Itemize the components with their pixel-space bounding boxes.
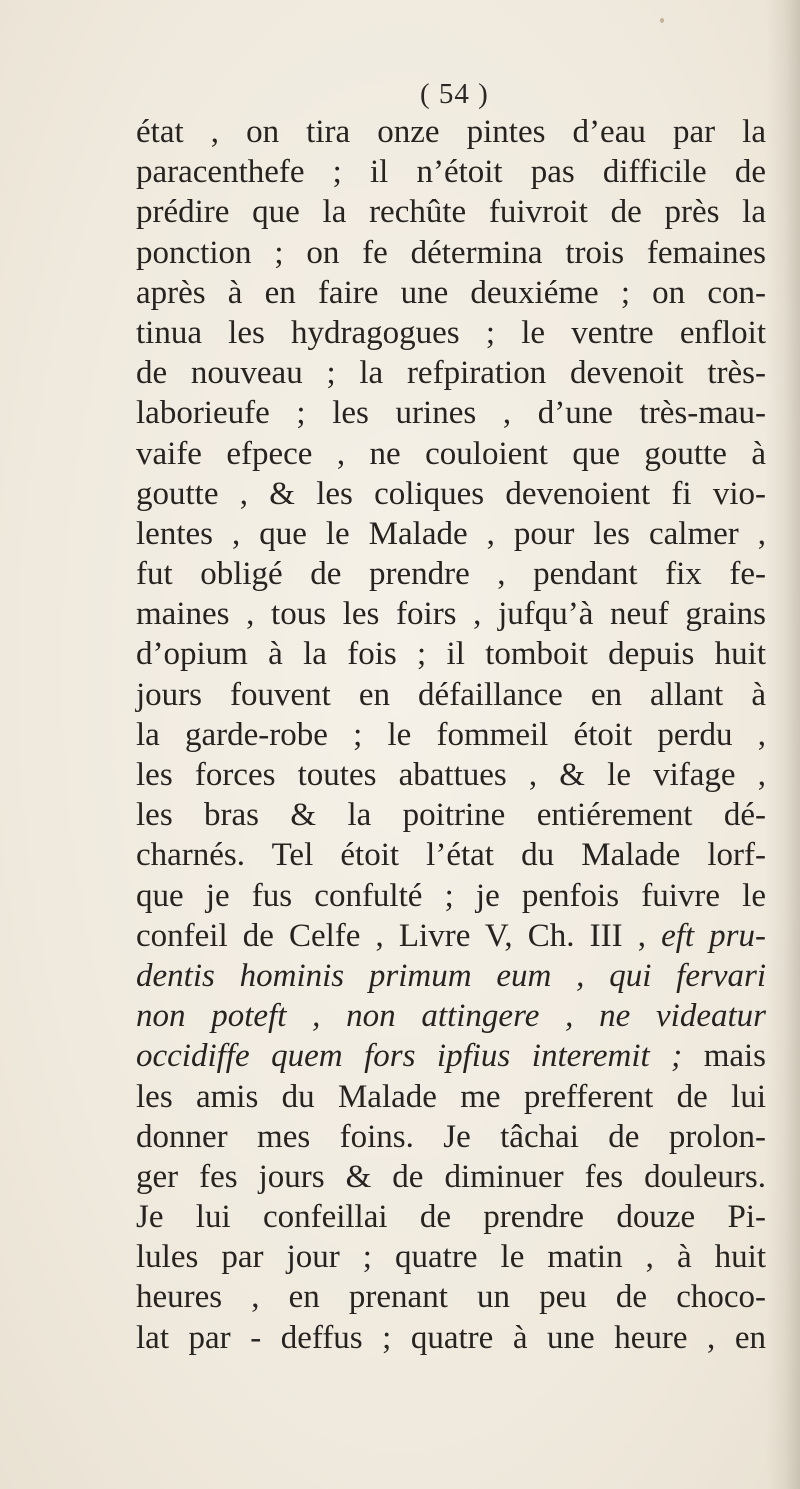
text-line: goutte , & les coliques devenoient fi vio- [136,475,766,512]
text-line: ger fes jours & de diminuer fes douleurs. [136,1158,766,1195]
text-segment: mais [703,1038,767,1075]
text-line: les forces toutes abattues , & le vifage , [136,757,766,793]
text-line: fut obligé de prendre , pendant fix fe- [136,556,766,593]
text-line: donner mes foins. Je tâchai de prolon- [136,1118,766,1155]
italic-segment: occidiffe quem fors ipfius interemit ; [136,1038,683,1075]
text-line: lat par - deffus ; quatre à une heure , en [136,1319,766,1356]
text-line: lentes , que le Malade , pour les calmer , [136,515,766,552]
text-line: tinua les hydragogues ; le ventre enfloit [136,314,766,351]
text-line [136,1036,766,1076]
italic-segment: eft pru- [661,917,766,954]
text-line: prédire que la rechûte fuivroit de près la [136,194,766,231]
text-line: charnés. Tel étoit l’état du Malade lorf- [136,837,766,874]
text-line: que je fus confulté ; je penfois fuivre le [136,877,766,914]
text-line: vaife efpece , ne couloient que goutte à [136,435,766,472]
text-line: laborieufe ; les urines , d’une très-mau- [136,395,766,432]
text-line: Je lui confeillai de prendre douze Pi- [136,1199,766,1236]
text-line: maines , tous les foirs , jufqu’à neuf grains [136,596,766,633]
text-line: de nouveau ; la refpiration devenoit très- [136,355,766,392]
text-line: d’opium à la fois ; il tomboit depuis huit [136,636,766,673]
page-edge-shadow [766,0,800,1489]
text-line: ponction ; on fe détermina trois femaines [136,234,766,271]
text-line: après à en faire une deuxiéme ; on con- [136,274,766,311]
text-line: jours fouvent en défaillance en allant à [136,676,766,713]
text-line: les amis du Malade me prefferent de lui [136,1078,766,1115]
paper-speck [660,18,664,23]
text-line: les bras & la poitrine entiérement dé- [136,797,766,834]
body-text [136,112,766,1358]
text-line: heures , en prenant un peu de choco- [136,1279,766,1316]
page-number: ( 54 ) [420,78,489,110]
text-line: état , on tira onze pintes d’eau par la [136,114,766,150]
text-line-italic: non poteft , non attingere , ne videatur [136,998,766,1035]
text-line [136,916,766,956]
text-line: la garde-robe ; le fommeil étoit perdu , [136,716,766,753]
text-line: paracenthefe ; il n’étoit pas difficile de [136,154,766,191]
text-line: lules par jour ; quatre le matin , à huit [136,1239,766,1276]
text-segment: confeil de Celfe , Livre V, Ch. III , [136,917,646,954]
text-line-italic: dentis hominis primum eum , qui fervari [136,957,766,994]
